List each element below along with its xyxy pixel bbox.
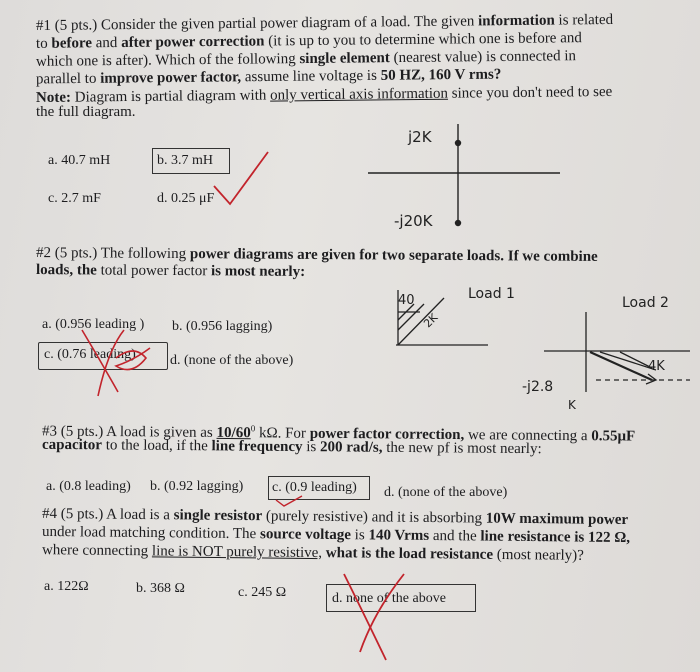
q3-option-a: a. (0.8 leading) xyxy=(46,479,131,494)
q3-option-d: d. (none of the above) xyxy=(384,485,508,500)
q1-line-4: parallel to improve power factor, assume line voltage is 50 HZ, 160 V rms? xyxy=(35,66,502,88)
q3-line-1: #3 (5 pts.) A load is given as $10/60^0$ kΩ. For power factor correction, we are connecting a 0.55μF xyxy=(41,423,636,445)
q1-diagram-bottom-label: -j20K xyxy=(394,212,433,230)
q4-line-1: #4 (5 pts.) A load is a single resistor (purely resistive) and it is absorbing 10W maximum power xyxy=(41,505,629,529)
q2-load2-diagram xyxy=(544,312,690,392)
q1-note: Note: Diagram is partial diagram with only vertical axis information since you don't need to see xyxy=(35,83,613,107)
q4-option-d: d. none of the above xyxy=(332,591,446,606)
q1-line-6: the full diagram. xyxy=(36,104,136,120)
q4-option-b: b. 368 Ω xyxy=(136,581,185,596)
q1-line-1: #1 (5 pts.) Consider the given partial power diagram of a load. The given information is related xyxy=(35,11,614,35)
q1-diagram-top-label: j2K xyxy=(408,128,432,146)
q2-load1-label: Load 1 xyxy=(468,286,515,302)
q1-option-d: d. 0.25 μF xyxy=(157,191,215,206)
q2-option-b: b. (0.956 lagging) xyxy=(172,319,273,334)
q2-line-2: loads, the total power factor is most nearly: xyxy=(35,262,306,280)
q1-option-c: c. 2.7 mF xyxy=(48,191,101,206)
q3-option-c: c. (0.9 leading) xyxy=(272,480,357,495)
q4-option-c: c. 245 Ω xyxy=(238,585,287,600)
q2-load2-bottom-value: -j2.8 xyxy=(522,379,554,395)
q1-power-diagram xyxy=(368,124,560,226)
q4-line-2: under load matching condition. The source voltage is 140 Vrms and the line resistance is 122 Ω, xyxy=(41,523,631,547)
q1-option-a: a. 40.7 mH xyxy=(48,153,111,168)
q1-line-2: to before and after power correction (it is up to you to determine which one is before and xyxy=(35,30,582,52)
q2-option-c: c. (0.76 leading) xyxy=(44,347,136,362)
q1-option-b: b. 3.7 mH xyxy=(157,153,213,168)
q2-load2-vector xyxy=(590,352,652,380)
q3-option-b: b. (0.92 lagging) xyxy=(150,479,244,494)
q2-load2-right-value: 4K xyxy=(648,359,665,374)
q2-option-a: a. (0.956 leading ) xyxy=(42,317,145,332)
q2-load1-top-value: 40 xyxy=(398,293,415,308)
q3-line-2: capacitor to the load, if the line frequency is 200 rad/s, the new pf is most nearly: xyxy=(41,436,542,458)
q2-load2-label: Load 2 xyxy=(622,295,669,311)
q2-line-1: #2 (5 pts.) The following power diagrams are given for two separate loads. If we combine xyxy=(35,245,598,265)
q1-bottom-point xyxy=(456,221,461,226)
q2-option-d: d. (none of the above) xyxy=(170,353,294,368)
q2-load2-bottom-unit: K xyxy=(568,398,576,412)
q1-top-point xyxy=(456,141,461,146)
q4-option-a: a. 122Ω xyxy=(44,579,89,594)
q1-line-3: which one is after). Which of the following single element (nearest value) is connected in xyxy=(35,48,577,70)
q2-load1-diag-value: 2K xyxy=(421,311,441,331)
q4-line-3: where connecting line is NOT purely resistive, what is the load resistance (most nearly)? xyxy=(41,542,584,564)
